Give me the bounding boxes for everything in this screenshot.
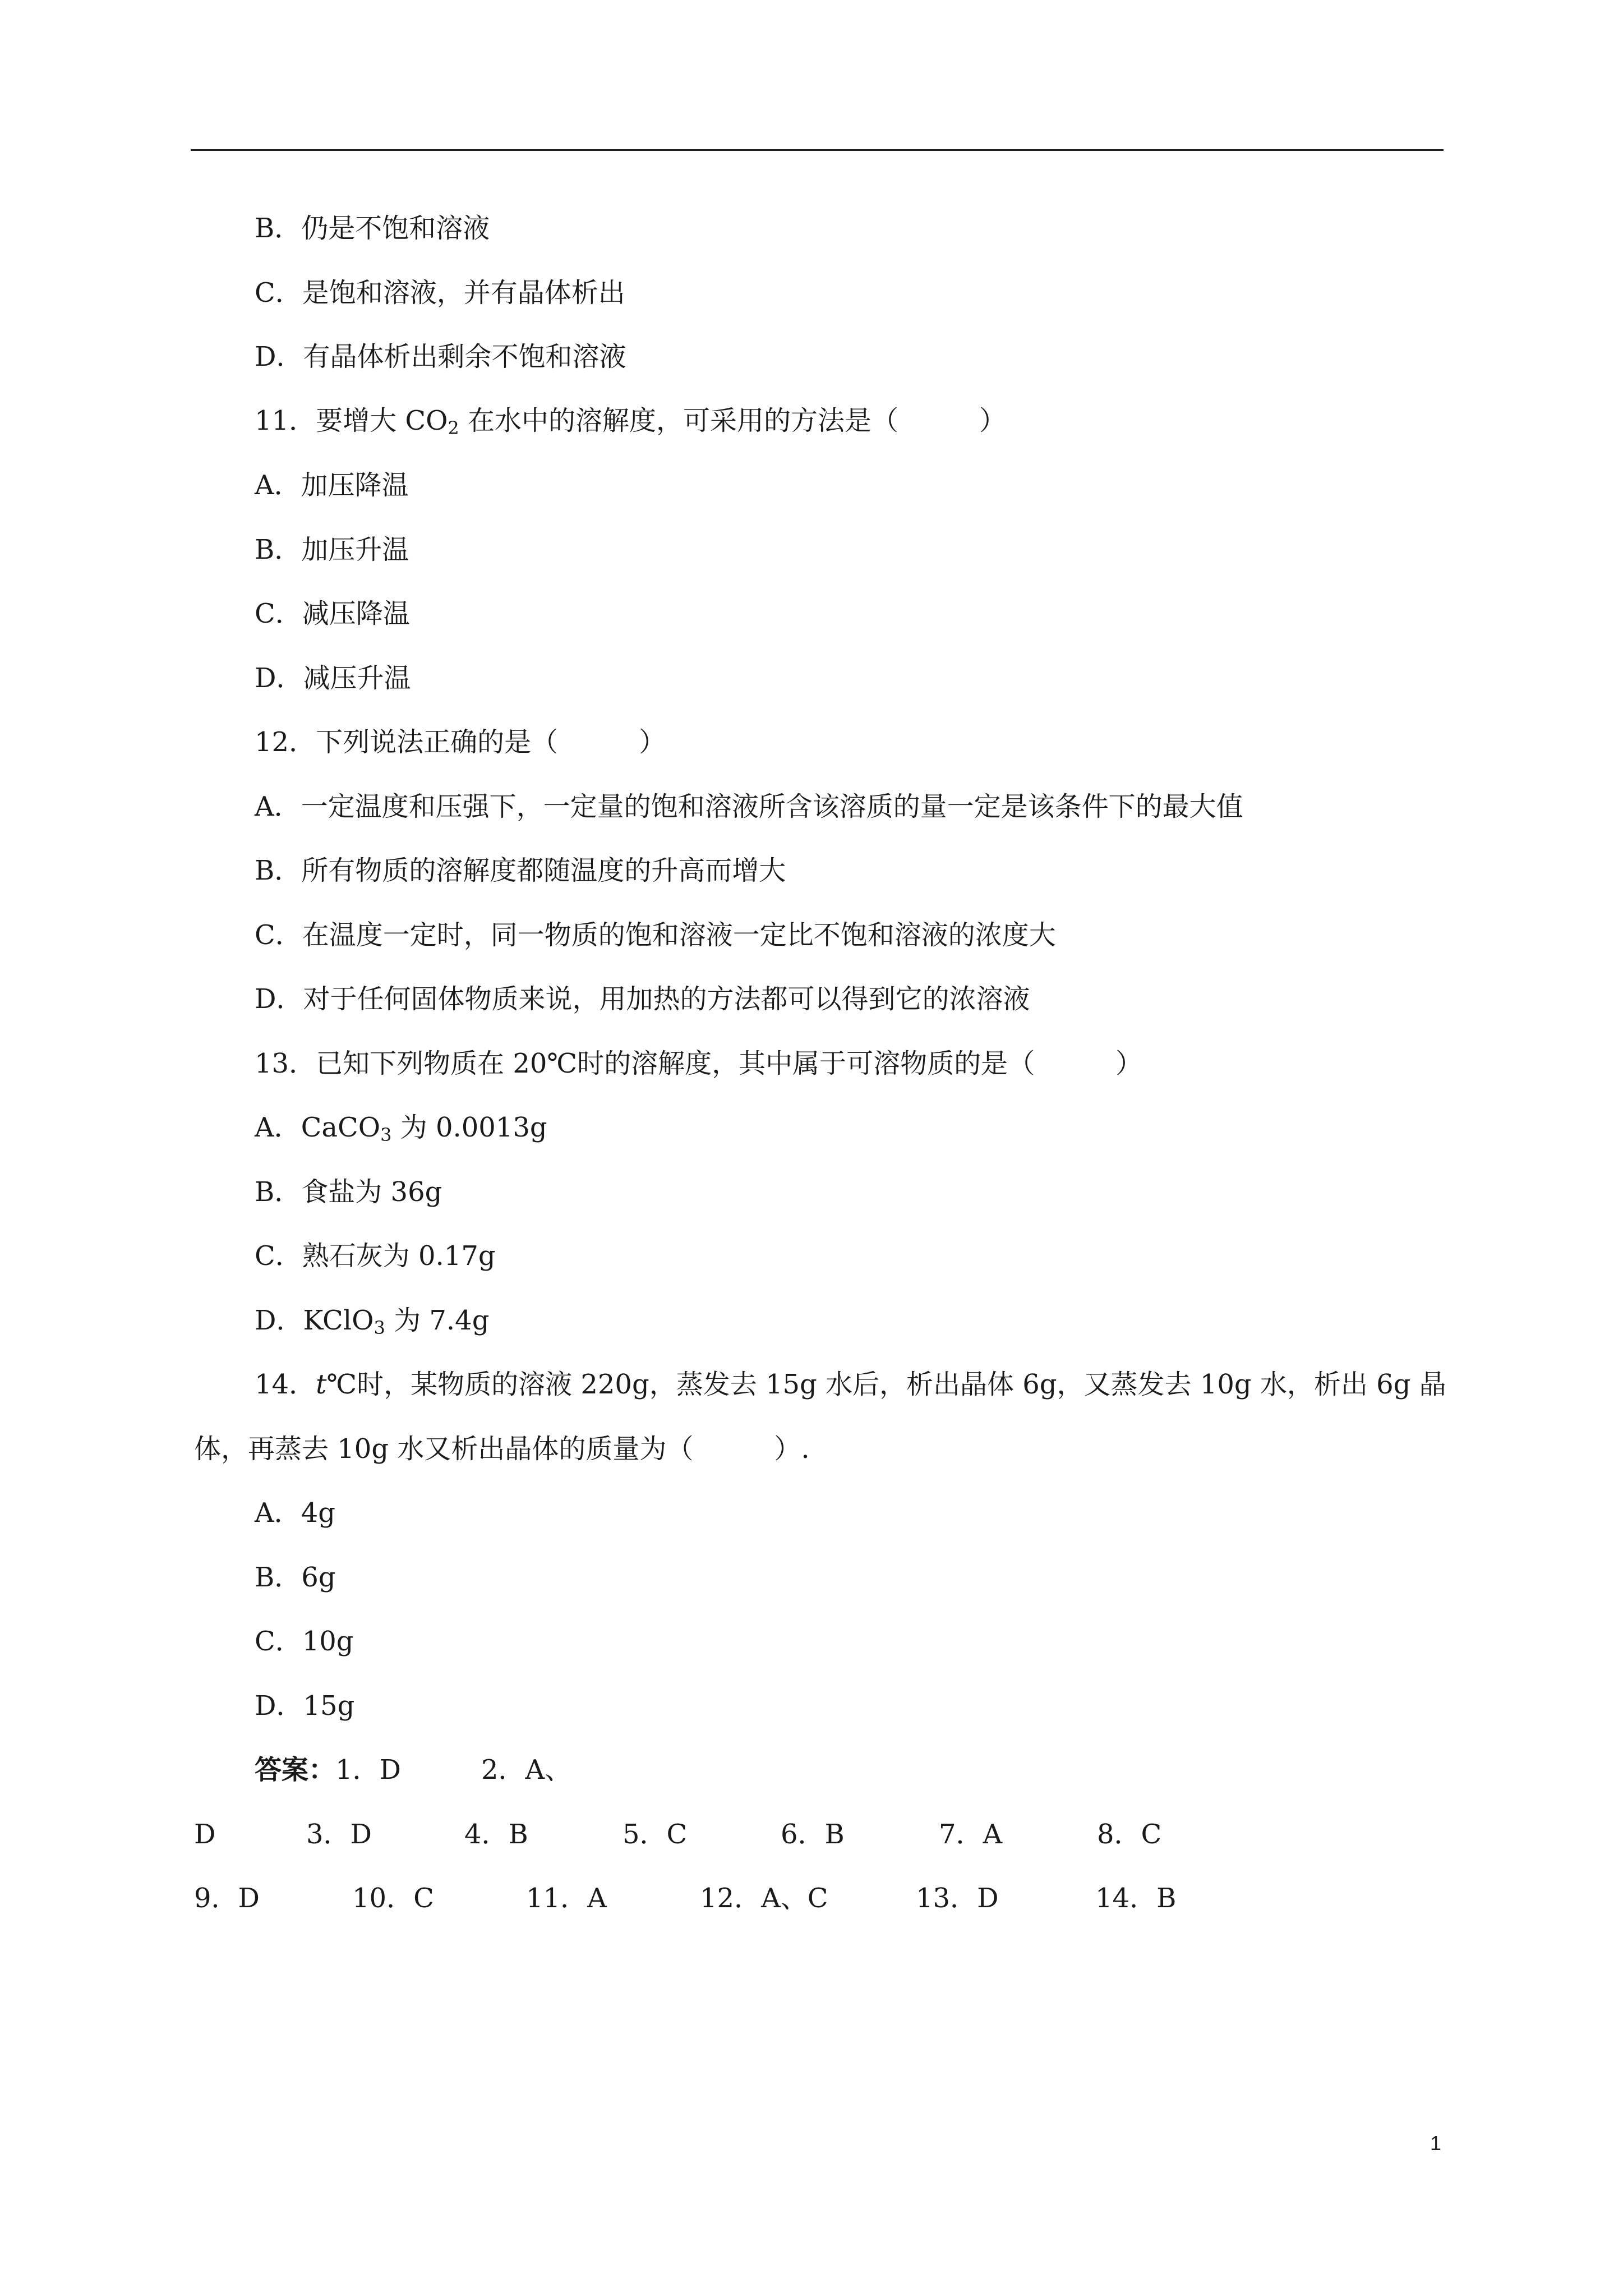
- answer-item: 5．C: [623, 1819, 688, 1850]
- q13-stem: 13．已知下列物质在 20℃时的溶解度，其中属于可溶物质的是（ ）: [255, 1048, 1143, 1079]
- q14-option-c: C．10g: [255, 1626, 354, 1657]
- q11-option-d: D．减压升温: [255, 662, 411, 694]
- q14-stem-line1: 14．t℃时，某物质的溶液 220g，蒸发去 15g 水后，析出晶体 6g，又蒸发去 10g 水，析出 6g 晶: [255, 1369, 1446, 1400]
- q12-stem: 12．下列说法正确的是（ ）: [255, 726, 666, 758]
- answer-item: D: [194, 1819, 216, 1850]
- q14-option-b: B．6g: [255, 1562, 336, 1593]
- q13-option-a: A．CaCO$_3$ 为 0.0013g: [255, 1112, 547, 1145]
- q10-option-d: D．有晶体析出剩余不饱和溶液: [255, 341, 626, 372]
- q14-stem-line2: 体，再蒸去 10g 水又析出晶体的质量为（ ）.: [194, 1433, 810, 1465]
- answers-line3: [194, 1881, 1176, 1915]
- answers-label: 答案：: [255, 1754, 336, 1786]
- q13-option-c: C．熟石灰为 0.17g: [255, 1240, 496, 1272]
- page-number: 1: [1430, 2132, 1442, 2155]
- answer-item: 3．D: [306, 1819, 372, 1850]
- q11-option-a: A．加压降温: [255, 470, 409, 501]
- answer-item: 9．D: [194, 1883, 260, 1914]
- header-rule: [191, 149, 1444, 151]
- answer-item: 2．A、: [481, 1754, 572, 1786]
- q11-option-c: C．减压降温: [255, 598, 410, 629]
- q12-option-b: B．所有物质的溶解度都随温度的升高而增大: [255, 855, 786, 886]
- answers-line1: [255, 1753, 571, 1787]
- answer-item: 7．A: [939, 1819, 1003, 1850]
- answer-item: 11．A: [526, 1883, 607, 1914]
- q10-option-c: C．是饱和溶液，并有晶体析出: [255, 277, 625, 309]
- answers-line2: [194, 1818, 1161, 1851]
- q14-option-a: A．4g: [255, 1497, 335, 1529]
- q12-option-d: D．对于任何固体物质来说，用加热的方法都可以得到它的浓溶液: [255, 983, 1030, 1015]
- answer-item: 13．D: [916, 1883, 999, 1914]
- q13-option-d: D．KClO$_3$ 为 7.4g: [255, 1305, 490, 1338]
- q10-option-b: B．仍是不饱和溶液: [255, 213, 490, 244]
- answer-item: 6．B: [781, 1819, 845, 1850]
- answer-item: 12．A、C: [700, 1883, 828, 1914]
- q12-option-a: A．一定温度和压强下，一定量的饱和溶液所含该溶质的量一定是该条件下的最大值: [255, 791, 1243, 822]
- answer-item: 10．C: [352, 1883, 434, 1914]
- q11-stem: 11．要增大 $CO_2$ 在水中的溶解度，可采用的方法是（ ）: [255, 405, 1007, 439]
- q12-option-c: C．在温度一定时，同一物质的饱和溶液一定比不饱和溶液的浓度大: [255, 919, 1056, 951]
- q13-option-b: B．食盐为 36g: [255, 1176, 442, 1208]
- answer-item: 1．D: [335, 1754, 402, 1786]
- q14-option-d: D．15g: [255, 1690, 355, 1722]
- q11-option-b: B．加压升温: [255, 534, 409, 565]
- answer-item: 4．B: [464, 1819, 528, 1850]
- answer-item: 14．B: [1095, 1883, 1177, 1914]
- answer-item: 8．C: [1097, 1819, 1162, 1850]
